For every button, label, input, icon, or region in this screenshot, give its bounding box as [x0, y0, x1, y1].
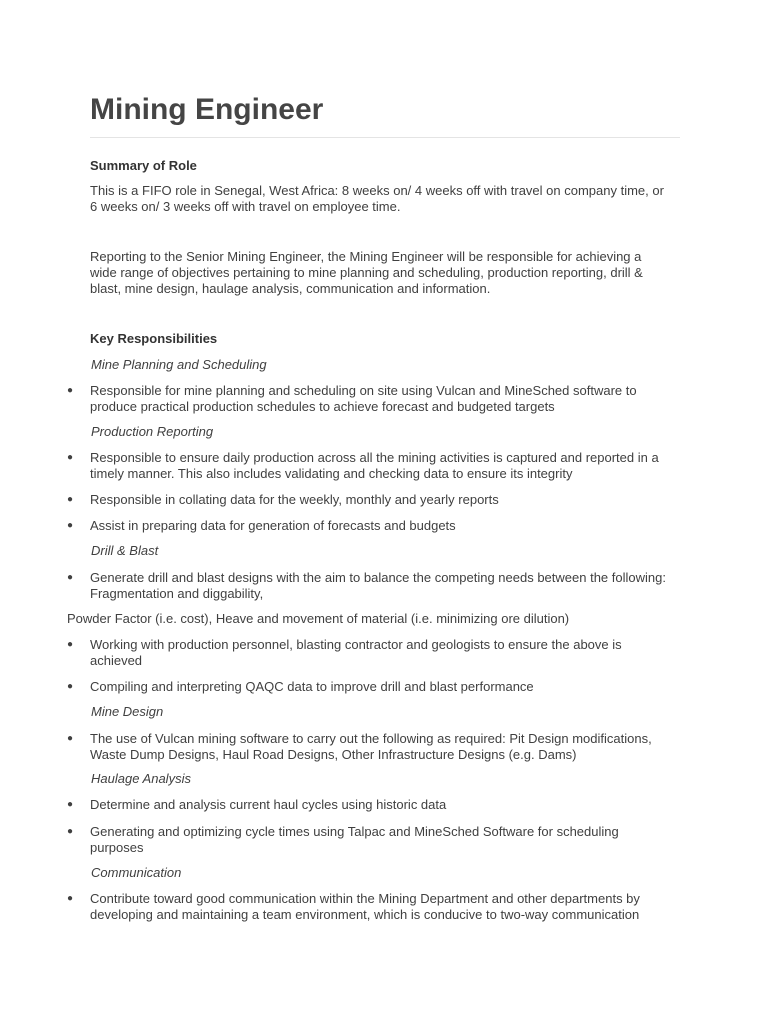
summary-p2-line-3: blast, mine design, haulage analysis, communication and information.	[90, 281, 491, 296]
subheading-drill-blast: Drill & Blast	[91, 543, 159, 558]
bullet-icon: ●	[67, 639, 74, 650]
list-item-haulage-1: Determine and analysis current haul cycles using historic data	[90, 797, 447, 812]
list-item-line: Responsible to ensure daily production across all the mining activities is captured and reported in a	[90, 450, 659, 465]
bullet-icon: ●	[67, 893, 74, 904]
list-item-mine-design-1	[90, 731, 685, 763]
list-item-line: achieved	[90, 653, 143, 668]
list-item-line: Fragmentation and diggability,	[90, 586, 264, 601]
bullet-icon: ●	[67, 681, 74, 692]
list-item-line: timely manner. This also includes validating and checking data to ensure its integrity	[90, 466, 573, 481]
summary-p2-line-1: Reporting to the Senior Mining Engineer, the Mining Engineer will be responsible for achieving a	[90, 249, 642, 264]
summary-paragraph-2	[90, 249, 685, 297]
summary-p1-line-1: This is a FIFO role in Senegal, West Africa: 8 weeks on/ 4 weeks off with travel on company time, or	[90, 183, 664, 198]
subheading-communication: Communication	[91, 865, 182, 880]
bullet-icon: ●	[67, 520, 74, 531]
list-item-production-3: Assist in preparing data for generation of forecasts and budgets	[90, 518, 456, 533]
list-item-line: Generate drill and blast designs with the aim to balance the competing needs between the following:	[90, 570, 666, 585]
bullet-icon: ●	[67, 826, 74, 837]
list-item-line: Contribute toward good communication within the Mining Department and other departments by	[90, 891, 640, 906]
list-item-drill-3: Compiling and interpreting QAQC data to improve drill and blast performance	[90, 679, 534, 694]
list-item-line: purposes	[90, 840, 144, 855]
list-item-line: produce practical production schedules to achieve forecast and budgeted targets	[90, 399, 555, 414]
bullet-icon: ●	[67, 385, 74, 396]
summary-paragraph-1	[90, 183, 685, 215]
bullet-icon: ●	[67, 452, 74, 463]
page-title: Mining Engineer	[90, 93, 324, 126]
list-item-line: Working with production personnel, blasting contractor and geologists to ensure the above is	[90, 637, 622, 652]
bullet-icon: ●	[67, 494, 74, 505]
subheading-mine-planning: Mine Planning and Scheduling	[91, 357, 267, 372]
list-item-communication-1	[90, 891, 685, 923]
list-item-production-2: Responsible in collating data for the weekly, monthly and yearly reports	[90, 492, 499, 507]
list-item-line: Waste Dump Designs, Haul Road Designs, Other Infrastructure Designs (e.g. Dams)	[90, 747, 577, 762]
key-responsibilities-heading: Key Responsibilities	[90, 331, 218, 346]
list-item-drill-1	[90, 570, 685, 602]
list-item-line: Responsible for mine planning and scheduling on site using Vulcan and MineSched software to	[90, 383, 637, 398]
subheading-mine-design: Mine Design	[91, 704, 164, 719]
summary-heading: Summary of Role	[90, 158, 197, 173]
bullet-icon: ●	[67, 733, 74, 744]
summary-p1-line-2: 6 weeks on/ 3 weeks off with travel on employee time.	[90, 199, 401, 214]
bullet-icon: ●	[67, 572, 74, 583]
list-item-line: developing and maintaining a team environment, which is conducive to two-way communication	[90, 907, 640, 922]
list-item-line: Generating and optimizing cycle times using Talpac and MineSched Software for scheduling	[90, 824, 619, 839]
list-item-drill-2	[90, 637, 685, 669]
bullet-icon: ●	[67, 799, 74, 810]
title-divider	[90, 137, 680, 138]
subheading-haulage-analysis: Haulage Analysis	[91, 771, 191, 786]
list-item-mine-planning-1	[90, 383, 685, 415]
subheading-production-reporting: Production Reporting	[91, 424, 214, 439]
list-item-line: The use of Vulcan mining software to carry out the following as required: Pit Design modifications,	[90, 731, 652, 746]
list-item-production-1	[90, 450, 685, 482]
drill-blast-note: Powder Factor (i.e. cost), Heave and movement of material (i.e. minimizing ore dilution)	[67, 611, 570, 626]
summary-p2-line-2: wide range of objectives pertaining to mine planning and scheduling, production reporting, drill &	[90, 265, 643, 280]
list-item-haulage-2	[90, 824, 685, 856]
